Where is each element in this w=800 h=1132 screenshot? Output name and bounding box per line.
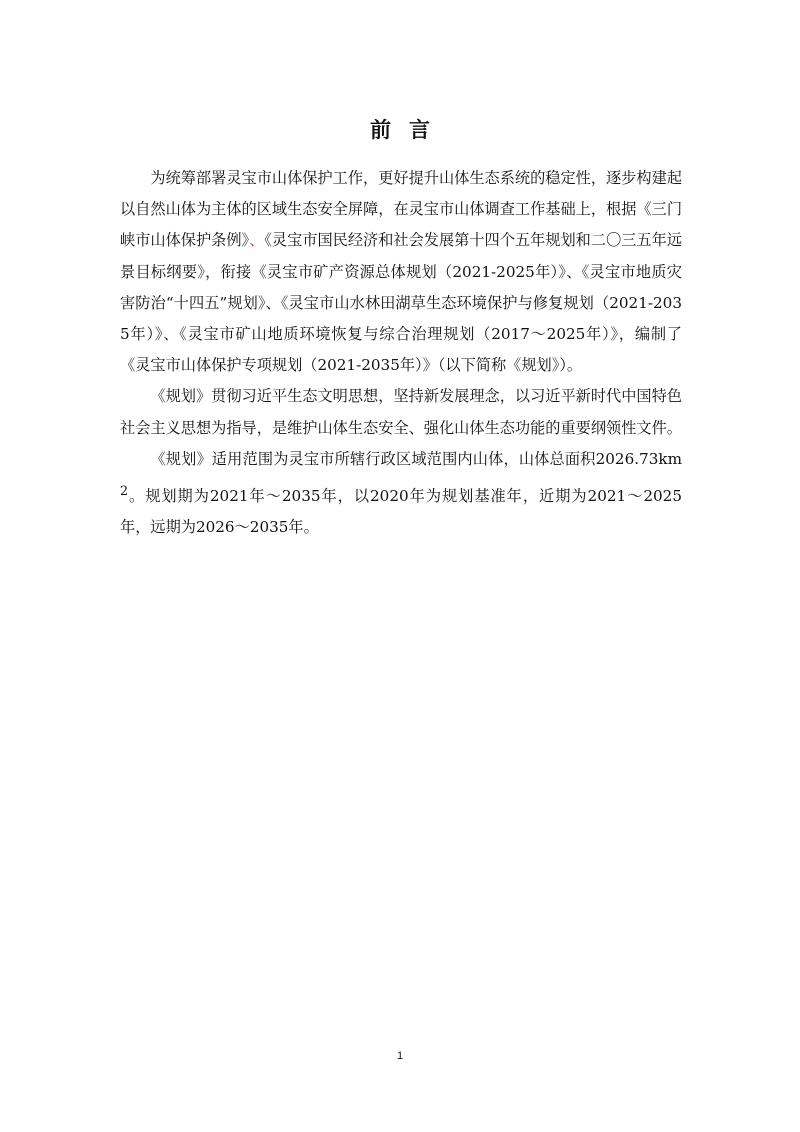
preface-body [120, 163, 682, 544]
paragraph-1-text-a: 为统筹部署灵宝市山体保护工作，更好提升山体生态系统的稳定性，逐步构建起以自然山体为主体的区域生态安全屏障，在灵宝市山体调查工作基础上，根据《三门峡市山体保护条例》 [120, 169, 682, 250]
paragraph-3-text-a: 《规划》适用范围为灵宝市所辖行政区域范围内山体，山体总面积2026.73km [150, 449, 682, 468]
page-number: 1 [396, 1050, 404, 1062]
paragraph-3 [120, 444, 682, 544]
page-title: 前言 [370, 118, 448, 142]
paragraph-1 [120, 163, 682, 381]
area-unit-superscript: 2 [120, 483, 129, 499]
paragraph-3-text-b: 。规划期为2021年～2035年，以2020年为规划基准年，近期为2021～2025年，远期为2026～2035年。 [120, 487, 682, 537]
paragraph-2: 《规划》贯彻习近平生态文明思想，坚持新发展理念，以习近平新时代中国特色社会主义思想为指导，是维护山体生态安全、强化山体生态功能的重要纲领性文件。 [120, 387, 682, 437]
red-enumeration-mark: 、 [249, 231, 265, 250]
paragraph-1-text-b: 《灵宝市国民经济和社会发展第十四个五年规划和二〇三五年远景目标纲要》，衔接《灵宝市矿产资源总体规划（2021-2025年）》、《灵宝市地质灾害防治“十四五”规划》、《灵宝市山水林田湖草生态环境保护与修复规划（2021-2035年）》、《灵宝市矿山地质环境恢复与综合治理规划（2017～2025年）》，编制了《灵宝市山体保护专项规划（2021-2035年）》（以下简称《规划》）。 [120, 231, 683, 375]
